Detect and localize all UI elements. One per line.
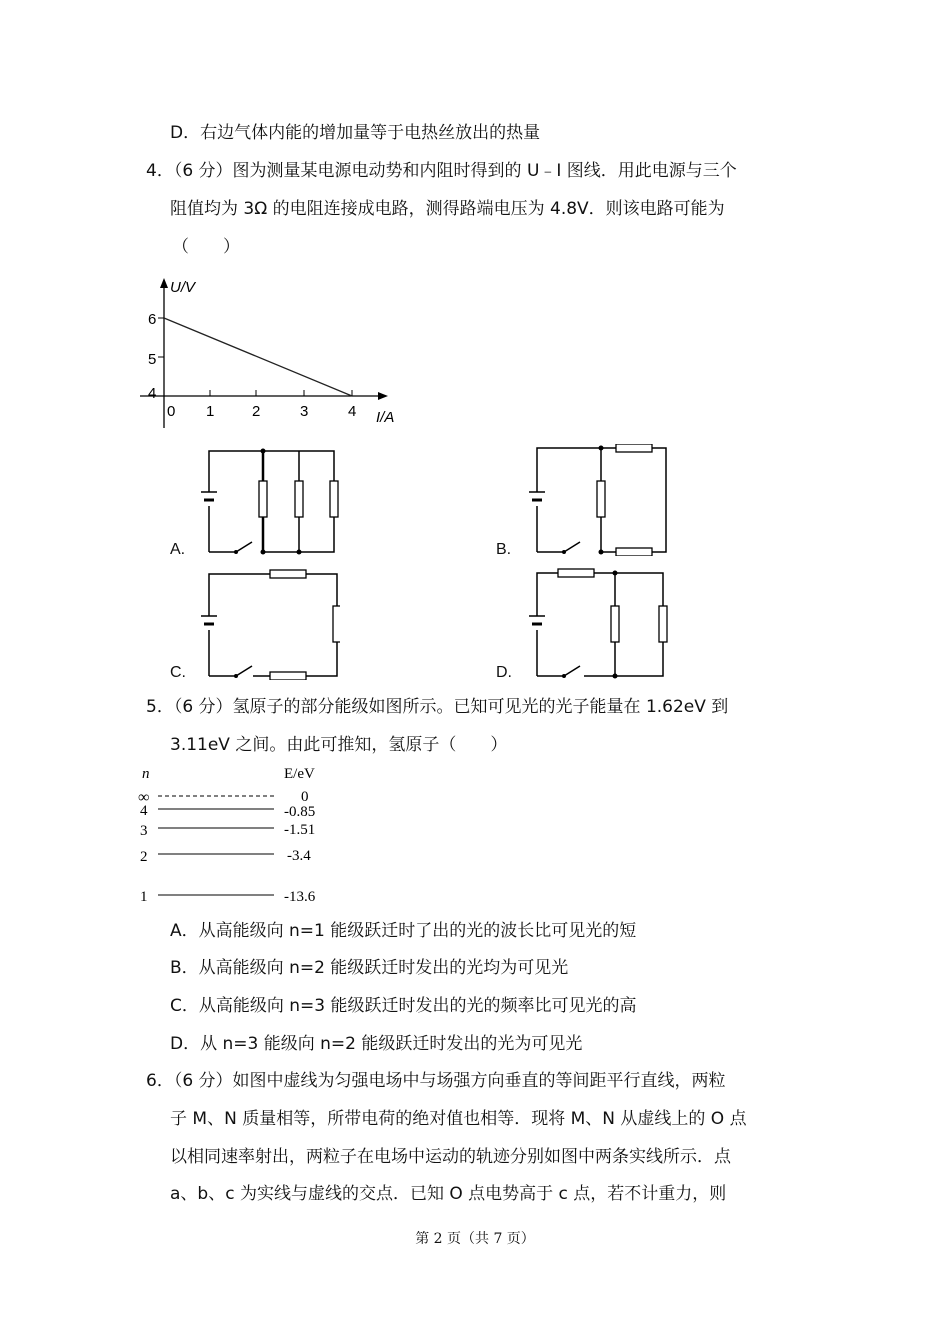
option-b-label: B. [496,541,512,558]
q6-line1: 6．（6 分）如图中虚线为匀强电场中与场强方向垂直的等间距平行直线，两粒 [146,1071,726,1091]
q4-line3: （ ） [172,237,240,257]
battery-a [201,492,217,500]
q5-line2: 3.11eV 之间。由此可推知，氢原子（ ） [170,735,508,755]
circuit-b [528,444,668,556]
x-axis-label: I/A [376,409,395,426]
resistors-a [259,481,338,517]
q6-line3: 以相同速率射出，两粒子在电场中运动的轨迹分别如图中两条实线所示．点 [170,1147,731,1167]
q5-option-a: A．从高能级向 n=1 能级跃迁时了出的光的波长比可见光的短 [170,921,637,941]
y-ticks [148,311,164,402]
q5-option-b: B．从高能级向 n=2 能级跃迁时发出的光均为可见光 [170,958,569,978]
circuit-d [528,568,668,680]
x-ticks [167,390,356,420]
page-footer: 第 2 页（共 7 页） [415,1231,535,1247]
y-tick-4: 4 [148,385,157,402]
x-tick-1: 1 [206,403,215,420]
x-axis-arrow [378,392,388,400]
x-tick-3: 3 [300,403,309,420]
ui-data-line [164,318,352,396]
level-n-2: 2 [140,849,148,865]
level-n-1: 1 [140,889,148,904]
q3-option-d: D．右边气体内能的增加量等于电热丝放出的热量 [170,123,541,143]
circuit-a [200,444,340,556]
circuit-c [200,568,340,680]
level-n-4: 4 [140,803,148,819]
y-axis-arrow [160,278,168,288]
q4-line1: 4．（6 分）图为测量某电源电动势和内阻时得到的 U﹣I 图线．用此电源与三个 [146,161,737,181]
x-tick-4: 4 [348,403,357,420]
level-e-4: -0.85 [284,804,316,820]
x-tick-0: 0 [167,403,176,420]
q6-line4: a、b、c 为实线与虚线的交点．已知 O 点电势高于 c 点，若不计重力，则 [170,1184,727,1204]
level-e-inf: 0 [301,789,309,805]
level-n-3: 3 [140,823,148,839]
q6-line2: 子 M、N 质量相等，所带电荷的绝对值也相等．现将 M、N 从虚线上的 O 点 [170,1109,747,1129]
y-tick-6: 6 [148,311,157,328]
option-c-label: C. [170,664,186,681]
energy-level-diagram [134,764,334,904]
q5-option-d: D．从 n=3 能级向 n=2 能级跃迁时发出的光为可见光 [170,1034,583,1054]
y-axis-label: U/V [170,279,196,296]
level-e-1: -13.6 [284,889,316,904]
level-e-3: -1.51 [284,822,316,838]
q5-line1: 5．（6 分）氢原子的部分能级如图所示。已知可见光的光子能量在 1.62eV 到 [146,697,729,717]
ui-graph [140,272,400,432]
option-a-label: A. [170,541,186,558]
option-d-label: D. [496,664,512,681]
e-header: E/eV [284,766,315,782]
n-header: n [142,766,150,782]
level-e-2: -3.4 [287,848,311,864]
y-tick-5: 5 [148,351,157,368]
level-n-inf: ∞ [138,789,150,806]
junctions-a [234,449,302,555]
q4-line2: 阻值均为 3Ω 的电阻连接成电路，测得路端电压为 4.8V．则该电路可能为 [170,199,725,219]
q5-option-c: C．从高能级向 n=3 能级跃迁时发出的光的频率比可见光的高 [170,996,637,1016]
x-tick-2: 2 [252,403,261,420]
